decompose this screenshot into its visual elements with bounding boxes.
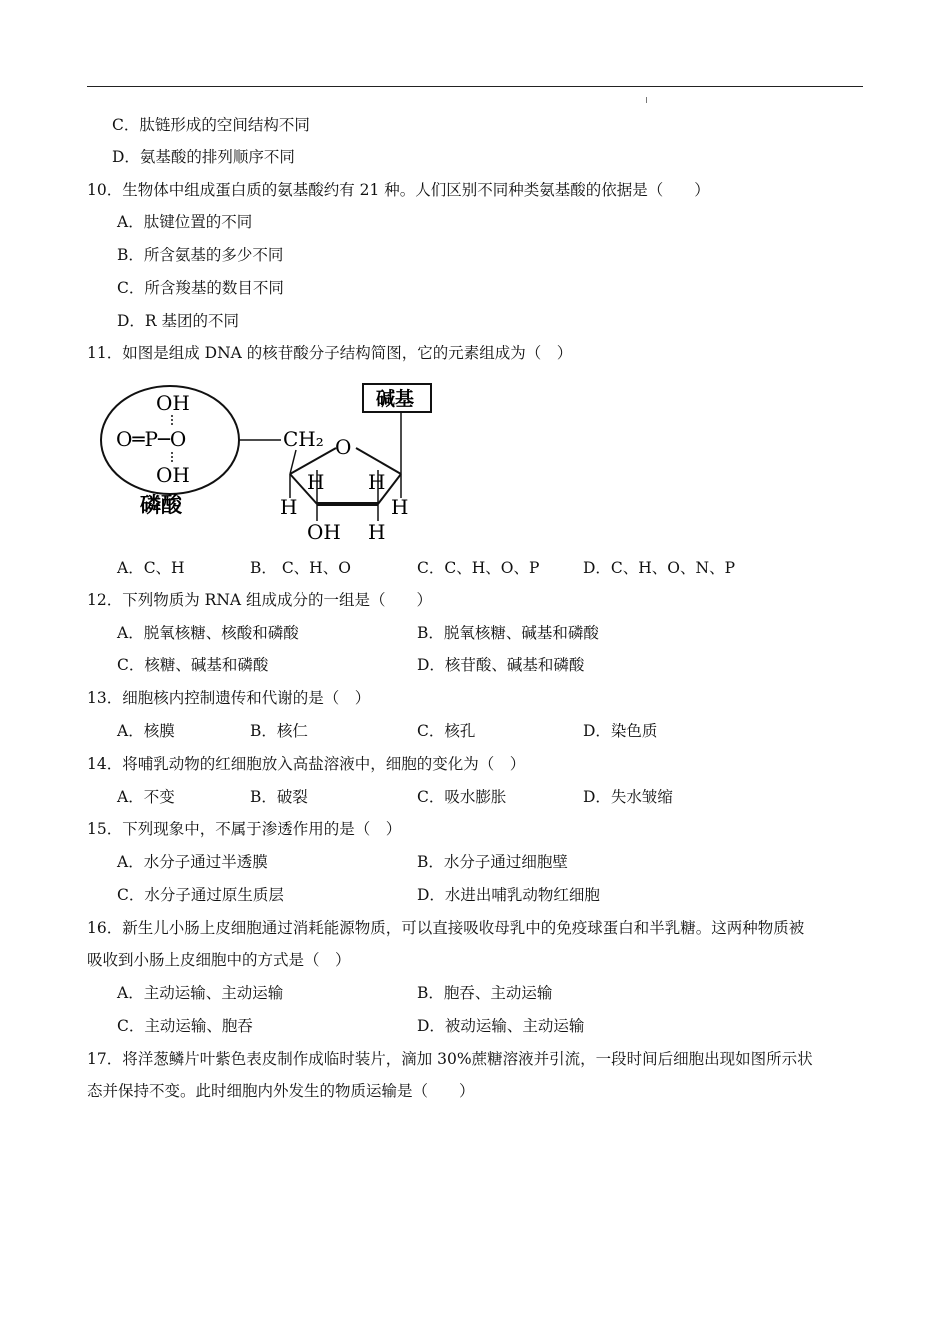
q15-option-b: B．水分子通过细胞壁 — [417, 853, 568, 871]
q17-stem-line2: 态并保持不变。此时细胞内外发生的物质运输是（ ） — [87, 1082, 475, 1100]
q11-option-c: C．C、H、O、P — [417, 559, 540, 577]
phosphate-label: 磷酸 — [140, 492, 182, 517]
q12-option-b: B．脱氧核糖、碱基和磷酸 — [417, 624, 599, 642]
phosphate-oh-bottom: OH — [156, 463, 190, 487]
q11-stem: 11．如图是组成 DNA 的核苷酸分子结构简图，它的元素组成为（ ） — [87, 344, 573, 362]
nucleotide-diagram — [98, 378, 443, 548]
q10-option-a: A．肽键位置的不同 — [117, 213, 253, 231]
q15-option-c: C．水分子通过原生质层 — [117, 886, 284, 904]
q16-option-c: C．主动运输、胞吞 — [117, 1017, 253, 1035]
q9-option-d: D．氨基酸的排列顺序不同 — [112, 148, 295, 166]
h-c2-down: H — [368, 520, 386, 544]
q10-option-d: D．R 基团的不同 — [117, 312, 240, 330]
q14-option-c: C．吸水膨胀 — [417, 788, 507, 806]
q15-option-d: D．水进出哺乳动物红细胞 — [417, 886, 600, 904]
q15-option-a: A．水分子通过半透膜 — [117, 853, 268, 871]
h-c1: H — [391, 495, 409, 519]
q14-option-d: D．失水皱缩 — [583, 788, 673, 806]
q12-option-a: A．脱氧核糖、核酸和磷酸 — [117, 624, 299, 642]
header-rule — [87, 86, 863, 87]
base-label: 碱基 — [376, 388, 415, 410]
q16-stem-line2: 吸收到小肠上皮细胞中的方式是（ ） — [87, 951, 351, 969]
q11-option-b: B． C、H、O — [250, 559, 351, 577]
q9-option-c: C．肽链形成的空间结构不同 — [112, 116, 310, 134]
q14-option-b: B．破裂 — [250, 788, 308, 806]
q13-stem: 13．细胞核内控制遗传和代谢的是（ ） — [87, 689, 371, 707]
sugar-ch2: CH₂ — [283, 427, 324, 451]
q10-option-c: C．所含羧基的数目不同 — [117, 279, 284, 297]
q13-option-c: C．核孔 — [417, 722, 476, 740]
q13-option-d: D．染色质 — [583, 722, 658, 740]
phosphate-oh-top: OH — [156, 391, 190, 415]
phosphate-p-row: O═P─O — [116, 427, 187, 451]
h-c3-up: H — [307, 470, 325, 494]
q11-option-d: D．C、H、O、N、P — [583, 559, 736, 577]
q10-stem: 10．生物体中组成蛋白质的氨基酸约有 21 种。人们区别不同种类氨基酸的依据是（ ） — [87, 181, 710, 199]
q16-stem-line1: 16．新生儿小肠上皮细胞通过消耗能源物质，可以直接吸收母乳中的免疫球蛋白和半乳糖。这两种物质被 — [87, 919, 805, 937]
q13-option-b: B．核仁 — [250, 722, 308, 740]
q10-option-b: B．所含氨基的多少不同 — [117, 246, 284, 264]
q16-option-a: A．主动运输、主动运输 — [117, 984, 284, 1002]
q17-stem-line1: 17．将洋葱鳞片叶紫色表皮制作成临时装片，滴加 30%蔗糖溶液并引流，一段时间后细胞出现如图所示状 — [87, 1050, 813, 1068]
q12-stem: 12．下列物质为 RNA 组成成分的一组是（ ） — [87, 591, 433, 609]
q15-stem: 15．下列现象中，不属于渗透作用的是（ ） — [87, 820, 402, 838]
q11-option-a: A．C、H — [117, 559, 185, 577]
q14-option-a: A．不变 — [117, 788, 175, 806]
q12-option-d: D．核苷酸、碱基和磷酸 — [417, 656, 585, 674]
q13-option-a: A．核膜 — [117, 722, 175, 740]
h-c2-up: H — [368, 470, 386, 494]
h-c4: H — [280, 495, 298, 519]
oh-c3: OH — [307, 520, 341, 544]
q12-option-c: C．核糖、碱基和磷酸 — [117, 656, 269, 674]
q16-option-d: D．被动运输、主动运输 — [417, 1017, 585, 1035]
nucleotide-structure-figure — [98, 378, 443, 548]
header-tick-mark — [646, 97, 647, 103]
q14-stem: 14．将哺乳动物的红细胞放入高盐溶液中，细胞的变化为（ ） — [87, 755, 526, 773]
q16-option-b: B．胞吞、主动运输 — [417, 984, 553, 1002]
ring-oxygen: O — [335, 435, 352, 459]
